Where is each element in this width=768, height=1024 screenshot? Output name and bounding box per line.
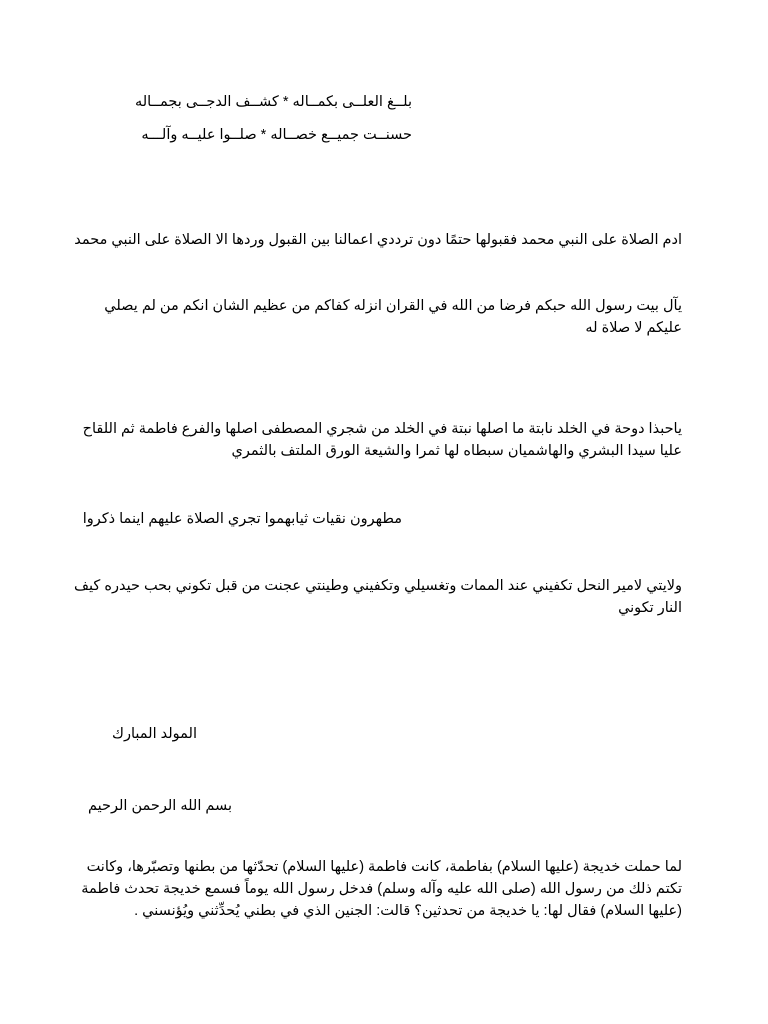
paragraph-ahl-al-bayt: يآل بيت رسول الله حبكم فرضا من الله في القران انزله كفاكم من عظيم الشان انكم من لم يصلي عليكم لا صلاة له xyxy=(104,298,682,336)
paragraph-dawha: ياحبذا دوحة في الخلد نابتة ما اصلها نبتة في الخلد من شجري المصطفى اصلها والفرع فاطمة ثم اللقاح عليا سيدا البشري والهاشميان سبطاه لها ثمرا والشيعة الورق الملتف بالثمري xyxy=(82,421,682,459)
basmala: بسم الله الرحمن الرحيم xyxy=(88,798,232,814)
paragraph-wilayati: ولايتي لامير النحل تكفيني عند الممات وتغسيلي وتكفيني وطينتي عجنت من قبل تكوني بحب حيدره كيف النار تكوني xyxy=(74,578,682,616)
poem-line-1: بلــغ العلــى بكمــاله * كشــف الدجــى بجمــاله xyxy=(134,94,412,110)
paragraph-salat: ادم الصلاة على النبي محمد فقبولها حتمًا دون ترددي اعمالنا بين القبول وردها الا الصلاة على النبي محمد xyxy=(74,232,682,248)
paragraph-mutahharun: مطهرون نقيات ثيابهموا تجري الصلاة عليهم اينما ذكروا xyxy=(82,511,402,527)
paragraph-khadija: لما حملت خديجة (عليها السلام) بفاطمة، كانت فاطمة (عليها السلام) تحدّثها من بطنها وتصبّرها، وكانت تكتم ذلك من رسول الله (صلى الله عليه وآله وسلم) فدخل رسول الله يوماً فسمع خديجة تحدث فاطمة (عليها السلام) فقال لها: يا خديجة من تحدثين؟ قالت: الجنين الذي في بطني يُحدِّثني ويُؤنسني . xyxy=(81,859,682,919)
heading-mawlid: المولد المبارك xyxy=(112,726,197,742)
poem-line-2: حسنــت جميــع خصــاله * صلــوا عليــه وآلـــه xyxy=(141,127,412,143)
